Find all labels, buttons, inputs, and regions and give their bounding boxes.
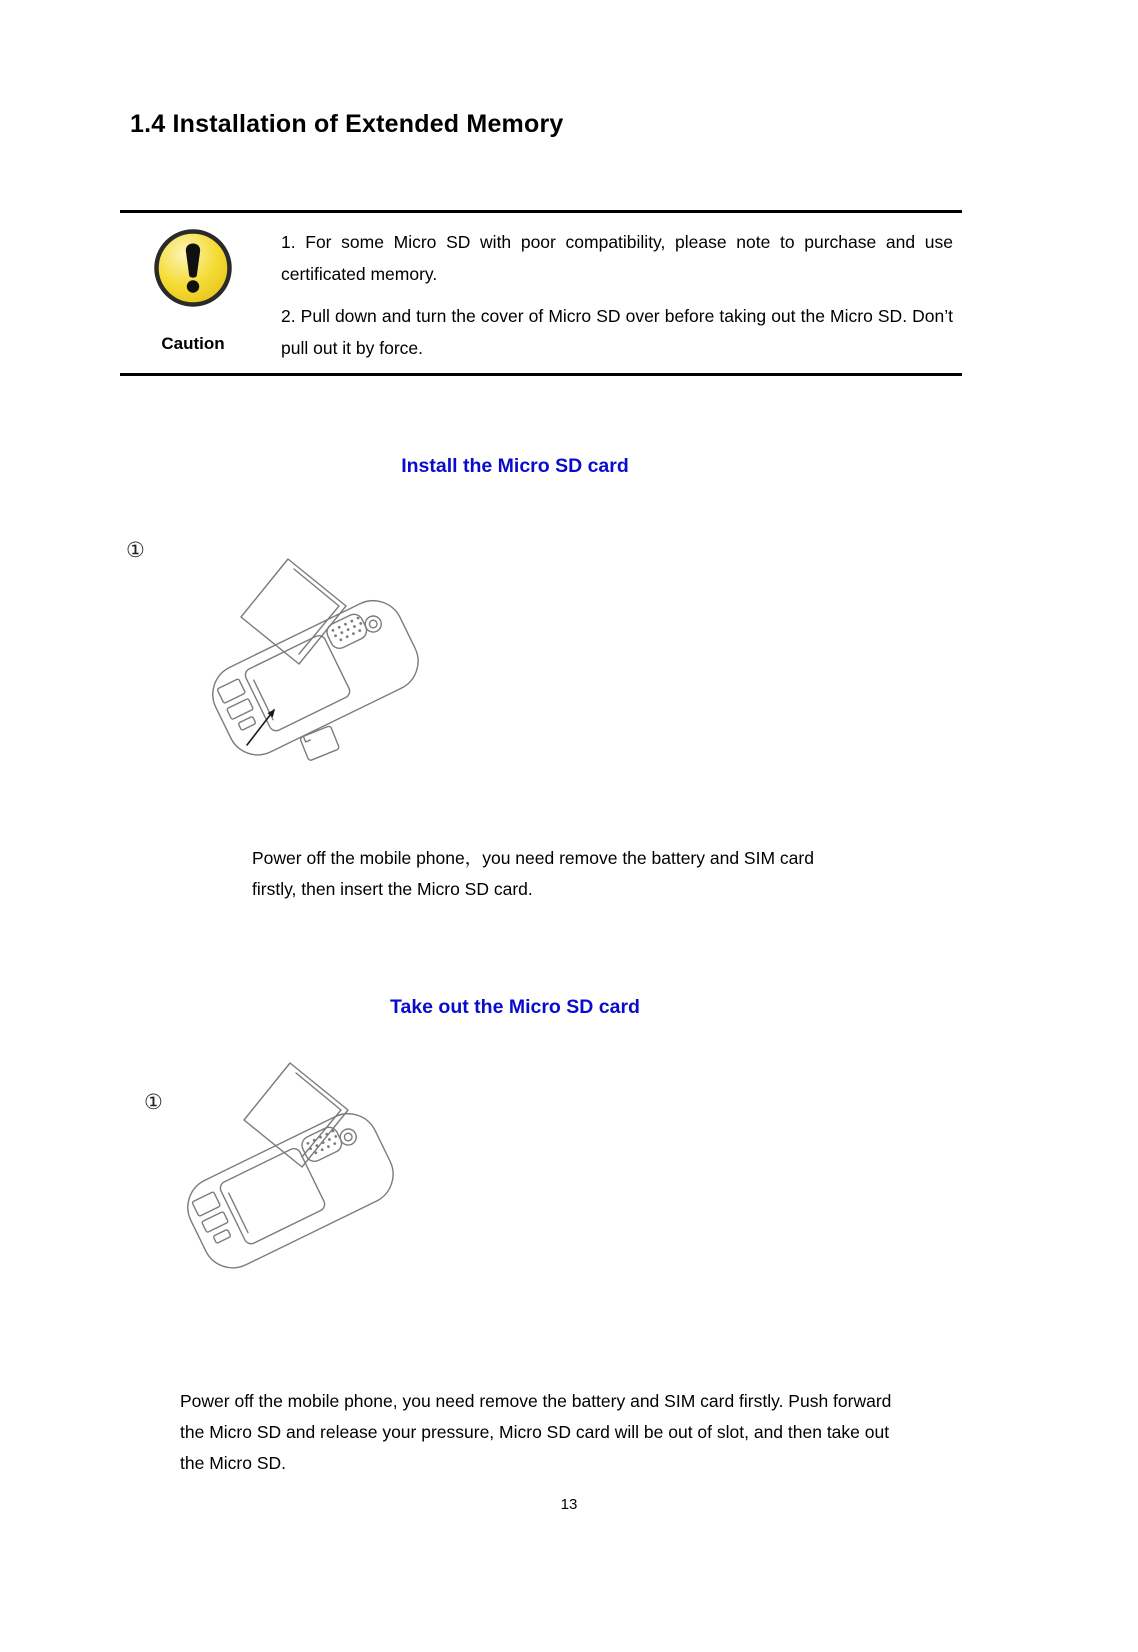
caution-item-1: 1. For some Micro SD with poor compatibility, please note to purchase and use certificated memory. (281, 232, 953, 284)
page-title: 1.4 Installation of Extended Memory (130, 110, 564, 138)
takeout-section-heading: Take out the Micro SD card (390, 996, 640, 1018)
takeout-step-marker: ① (144, 1091, 163, 1114)
phone-illustration-install (195, 513, 425, 780)
page-number: 13 (560, 1496, 578, 1513)
caution-exclamation-icon (152, 227, 234, 309)
caution-item-2: 2. Pull down and turn the cover of Micro SD over before taking out the Micro SD. Don’t pull out it by force. (281, 306, 953, 358)
caution-bottom-rule (120, 373, 962, 376)
caution-label: Caution (161, 334, 225, 353)
caution-text (281, 226, 953, 364)
phone-illustration-takeout (172, 1033, 402, 1300)
install-body-text: Power off the mobile phone，you need remove the battery and SIM card firstly, then insert the Micro SD card. (252, 848, 814, 899)
install-step-marker: ① (126, 539, 145, 562)
takeout-body-text: Power off the mobile phone, you need remove the battery and SIM card firstly. Push forward the Micro SD and release your pressure, Micro SD card will be out of slot, and then take out the Micro SD. (180, 1391, 892, 1473)
caution-top-rule (120, 210, 962, 213)
install-section-heading: Install the Micro SD card (401, 455, 629, 477)
